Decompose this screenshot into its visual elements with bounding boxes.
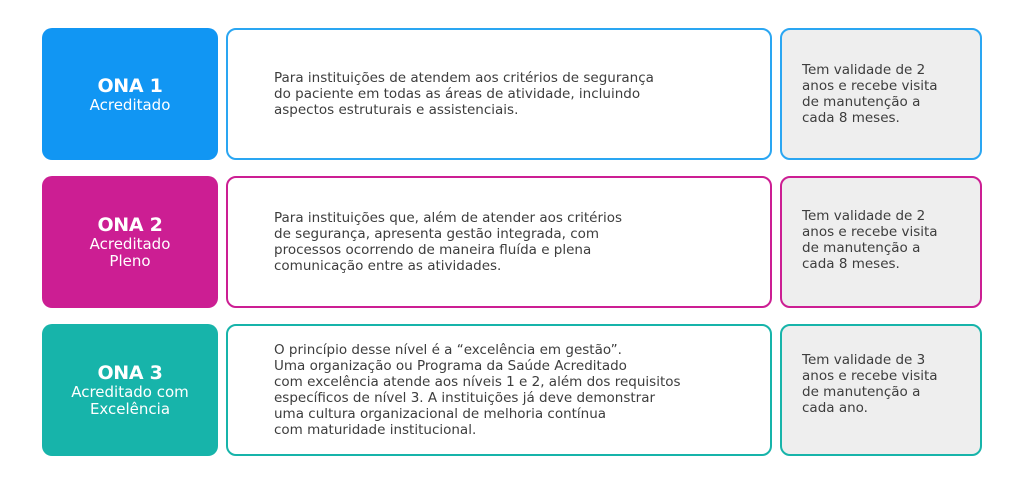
level-row-ona3 xyxy=(0,324,1024,460)
level-subtitle: Acreditado com Excelência xyxy=(71,383,189,418)
level-description: Para instituições que, além de atender aos critérios de segurança, apresenta gestão integrada, com processos ocorrendo de maneira fluída e plena comunicação entre as atividades. xyxy=(274,210,623,274)
level-description: Para instituições de atendem aos critérios de segurança do paciente em todas as áreas de atividade, incluindo aspectos estruturais e assistenciais. xyxy=(274,70,654,118)
level-badge-ona3 xyxy=(42,324,218,456)
level-description-box xyxy=(226,28,772,160)
level-validity: Tem validade de 2 anos e recebe visita de manutenção a cada 8 meses. xyxy=(780,28,982,160)
level-title: ONA 1 xyxy=(97,74,163,97)
level-row-ona1 xyxy=(0,28,1024,164)
level-description: O princípio desse nível é a “excelência em gestão”. Uma organização ou Programa da Saúde Acreditado com excelência atende aos níveis 1 e 2, além dos requisitos específicos de nível 3. A instituições já deve demonstrar uma cultura organizacional de melhoria contínua com maturidade institucional. xyxy=(274,342,681,438)
level-title: ONA 3 xyxy=(97,362,163,384)
level-validity: Tem validade de 2 anos e recebe visita de manutenção a cada 8 meses. xyxy=(780,176,982,308)
level-validity: Tem validade de 3 anos e recebe visita de manutenção a cada ano. xyxy=(780,324,982,456)
level-title: ONA 2 xyxy=(97,214,163,236)
level-badge-ona2 xyxy=(42,176,218,308)
level-subtitle: Acreditado Pleno xyxy=(89,235,171,270)
level-description-box xyxy=(226,324,772,456)
level-row-ona2 xyxy=(0,176,1024,312)
level-badge-ona1 xyxy=(42,28,218,160)
level-description-box xyxy=(226,176,772,308)
level-subtitle: Acreditado xyxy=(89,95,171,114)
